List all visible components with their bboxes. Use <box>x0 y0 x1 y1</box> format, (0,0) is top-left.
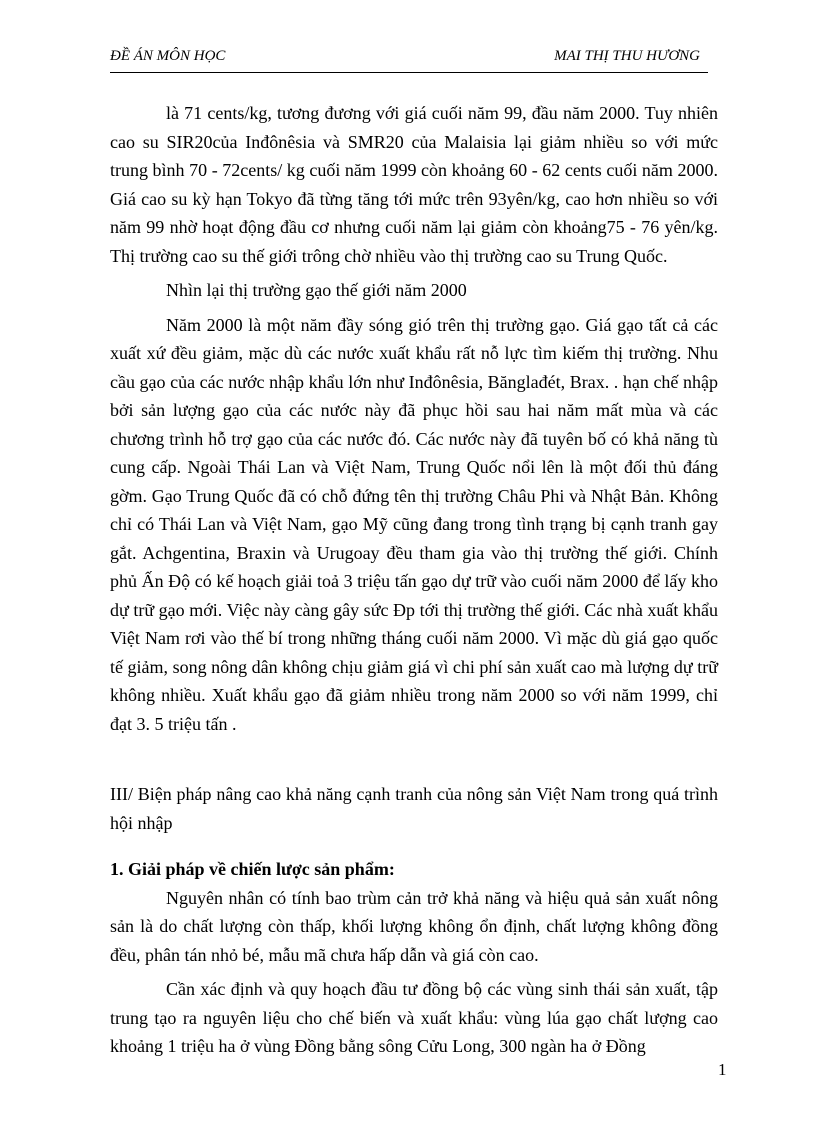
page-header <box>110 48 700 72</box>
paragraph-main-causes: Nguyên nhân có tính bao trùm cản trở khả năng và hiệu quả sản xuất nông sản là do chất lượng còn thấp, khối lượng không ổn định, chất lượng không đồng đều, phân tán nhỏ bé, mẫu mã chưa hấp dẫn và giá còn cao. <box>110 887 718 965</box>
paragraph-rubber-market: là 71 cents/kg, tương đương với giá cuối năm 99, đầu năm 2000. Tuy nhiên cao su SIR20của Inđônêsia và SMR20 của Malaisia lại giảm nhiều so với mức trung bình 70 - 72cents/ kg cuối năm 1999 còn khoảng 60 - 62 cents cuối năm 2000. Giá cao su kỳ hạn Tokyo đã từng tăng tới mức trên 93yên/kg, cao hơn nhiều so với năm 99 nhờ hoạt động đầu cơ nhưng cuối năm lại giảm còn khoảng75 - 76 yên/kg. Thị trường cao su thế giới trông chờ nhiều vào thị trường cao su Trung Quốc. <box>110 103 718 266</box>
header-course-title: ĐỀ ÁN MÔN HỌC <box>110 48 226 64</box>
header-divider <box>110 72 708 73</box>
document-body <box>110 99 718 1061</box>
section-title: III/ Biện pháp nâng cao khả năng cạnh tranh của nông sản Việt Nam trong quá trình hội nhập <box>110 784 718 833</box>
heading-product-strategy: 1. Giải pháp về chiến lược sản phẩm: <box>110 859 395 879</box>
header-author-name: MAI THỊ THU HƯƠNG <box>554 48 700 64</box>
page-number: 1 <box>718 1060 727 1079</box>
paragraph-ecological-zones: Cần xác định và quy hoạch đầu tư đồng bộ các vùng sinh thái sản xuất, tập trung tạo ra nguyên liệu cho chế biến và xuất khẩu: vùng lúa gạo chất lượng cao khoảng 1 triệu ha ở vùng Đồng bằng sông Cửu Long, 300 ngàn ha ở Đồng <box>110 979 718 1056</box>
paragraph-rice-market-2000: Năm 2000 là một năm đầy sóng gió trên thị trường gạo. Giá gạo tất cả các xuất xứ đều giảm, mặc dù các nước xuất khẩu rất nỗ lực tìm kiếm thị trường. Nhu cầu gạo của các nước nhập khẩu lớn như Inđônêsia, Bănglađét, Brax. . hạn chế nhập bởi sản lượng gạo của các nước này đã phục hồi sau hai năm mất mùa và các chương trình hỗ trợ gạo của các nước đó. Các nước này đã tuyên bố có khả năng tù cung cấp. Ngoài Thái Lan và Việt Nam, Trung Quốc nổi lên là một đối thủ đáng gờm. Gạo Trung Quốc đã có chỗ đứng tên thị trường Châu Phi và Nhật Bản. Không chỉ có Thái Lan và Việt Nam, gạo Mỹ cũng đang trong tình trạng bị cạnh tranh gay gắt. Achgentina, Braxin và Urugoay đều tham gia vào thị trường thế giới. Chính phủ Ấn Độ có kế hoạch giải toả 3 triệu tấn gạo dự trữ vào cuối năm 2000 để lấy kho dự trữ gạo mới. Việc này càng gây sức Ðp tới thị trường thế giới. Các nhà xuất khẩu Việt Nam rơi vào thế bí trong những tháng cuối năm 2000. Vì mặc dù giá gạo quốc tế giảm, song nông dân không chịu giảm giá vì chi phí sản xuất cao mà lượng dự trữ không nhiều. Xuất khẩu gạo đã giảm nhiều trong năm 2000 so với năm 1999, chỉ đạt 3. 5 triệu tấn . <box>110 314 718 734</box>
paragraph-rice-market-intro: Nhìn lại thị trường gạo thế giới năm 2000 <box>166 280 467 300</box>
